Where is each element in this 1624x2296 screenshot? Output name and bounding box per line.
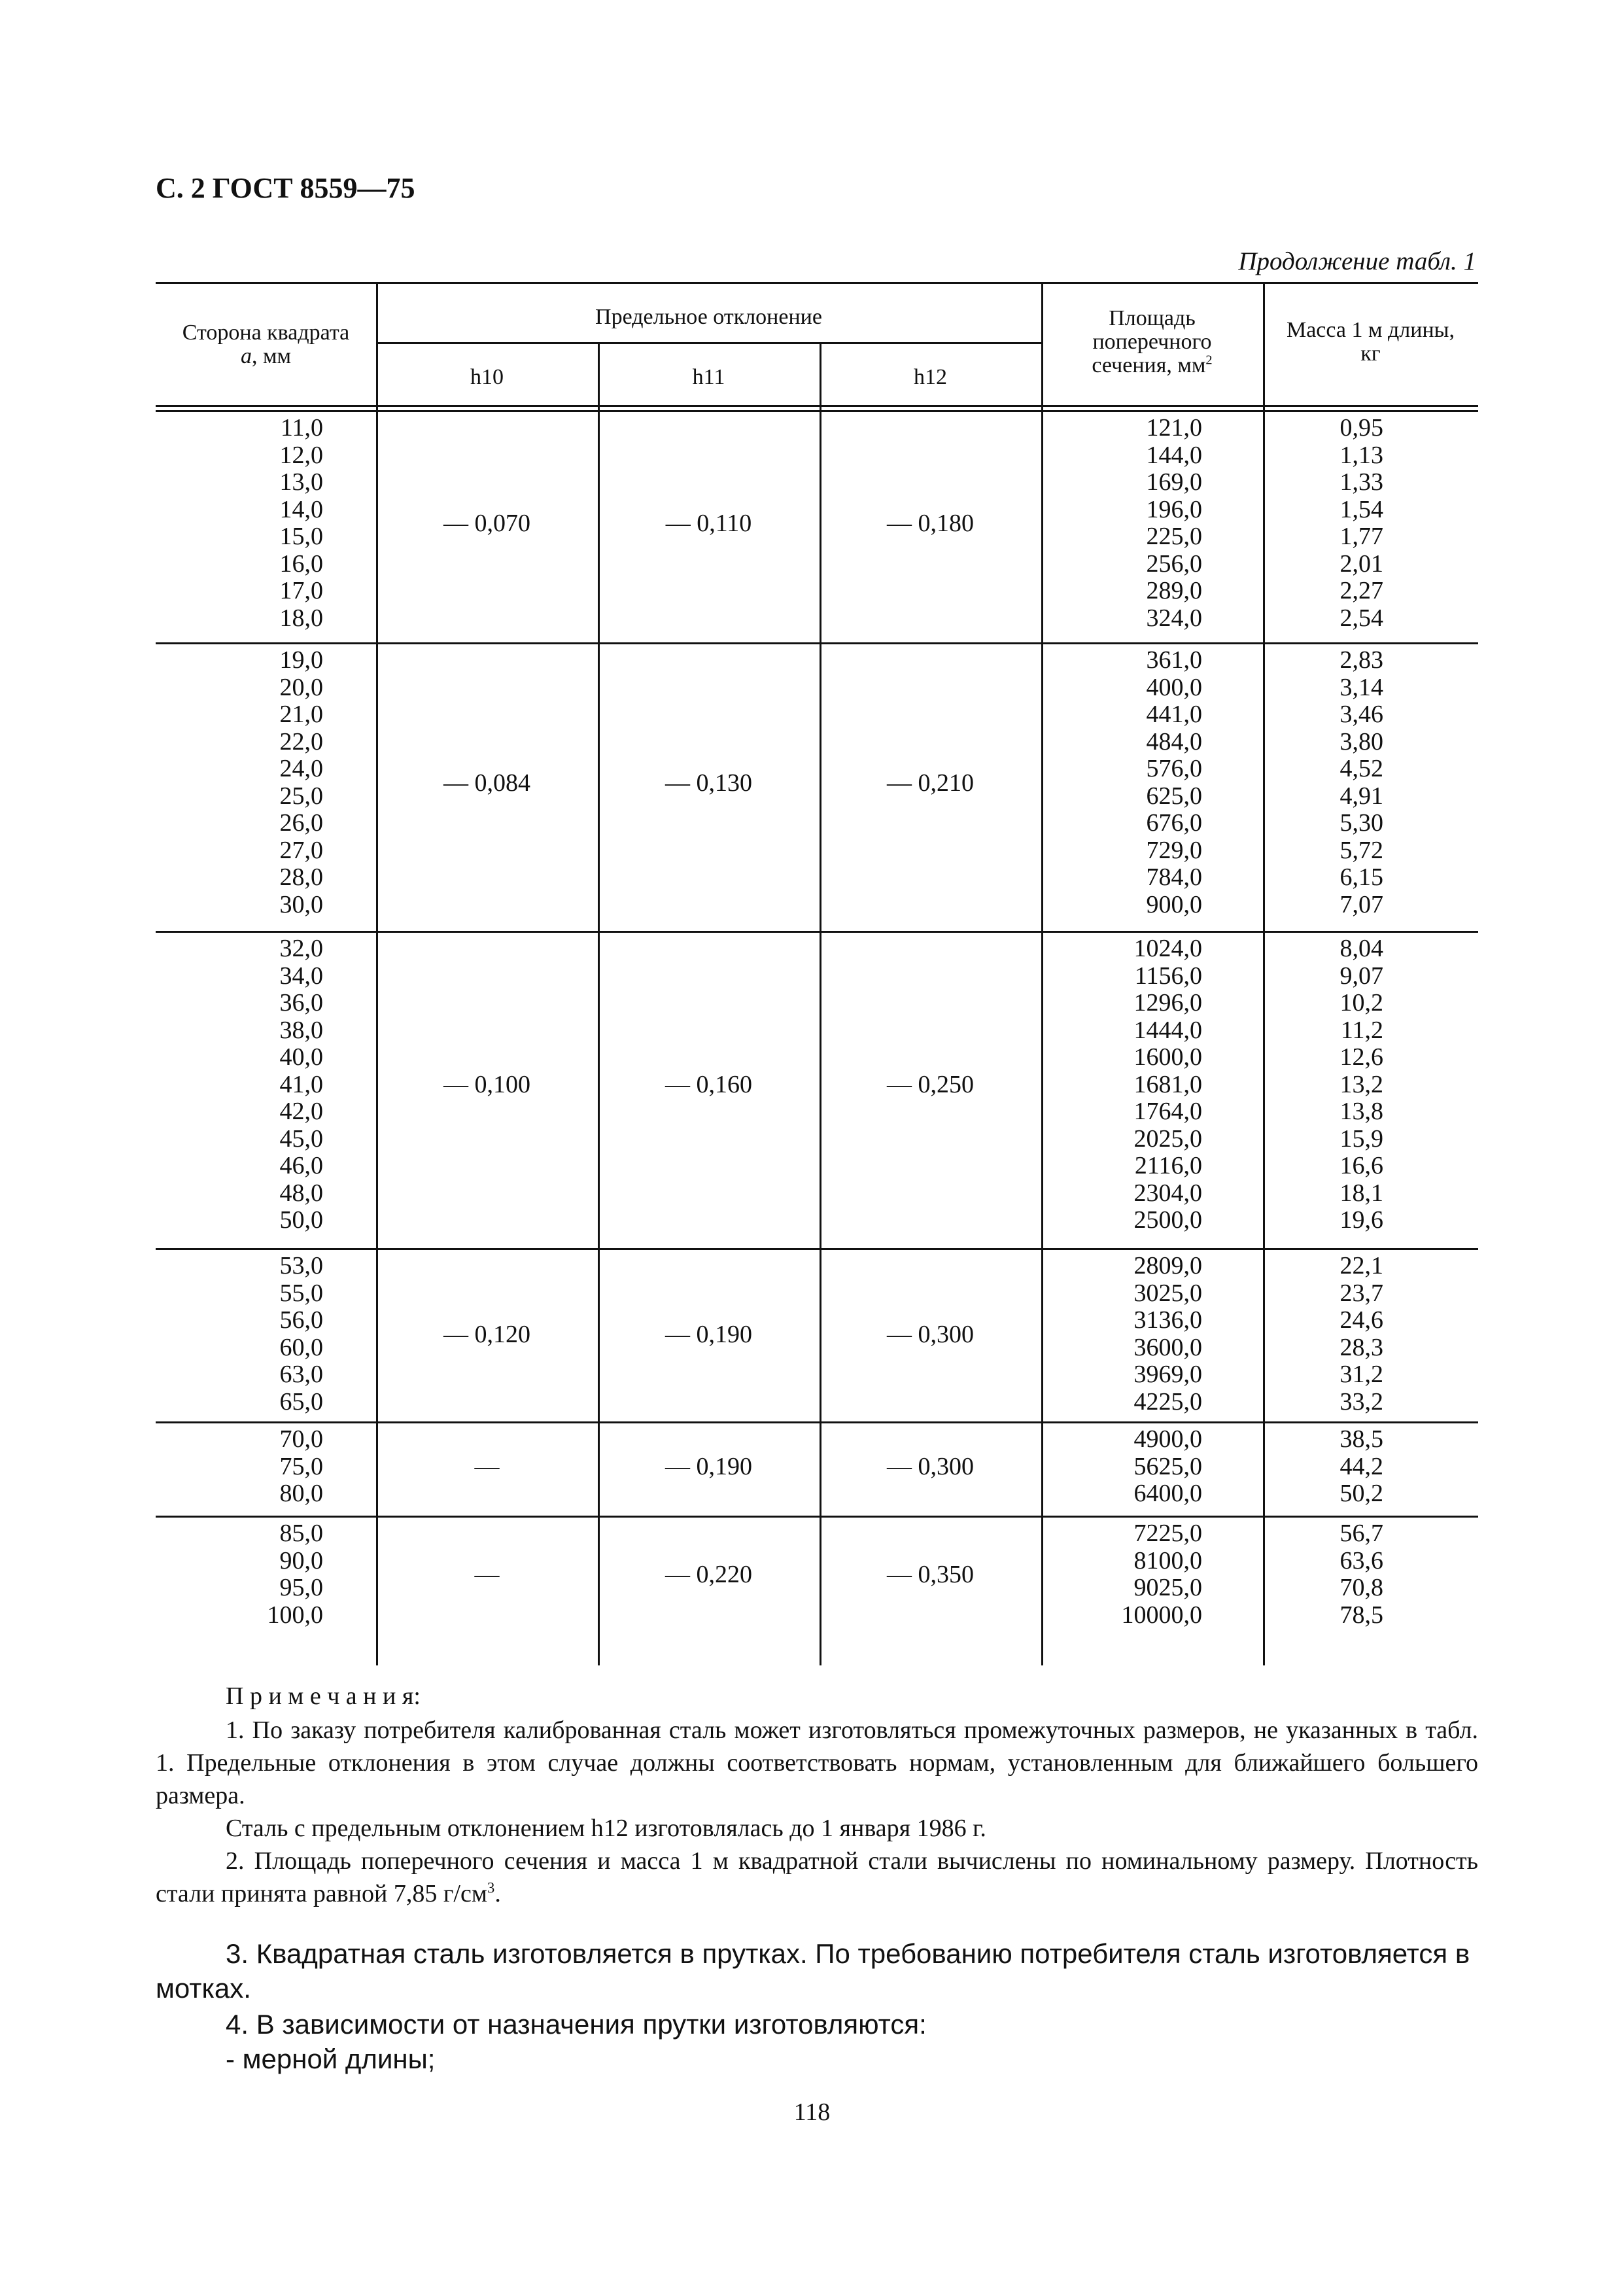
cell-mass: 15,9: [1339, 1124, 1383, 1153]
cell-side: 22,0: [279, 727, 323, 756]
cell-mass: 38,5: [1339, 1425, 1383, 1453]
note-2: [156, 1845, 1478, 1910]
paragraph-4: 4. В зависимости от назначения прутки изготовляются:: [226, 2009, 927, 2040]
cell-area: 5625,0: [1133, 1452, 1202, 1480]
cell-mass: 50,2: [1339, 1480, 1383, 1507]
cell-area: 144,0: [1146, 441, 1202, 469]
cell-mass: 3,14: [1339, 673, 1383, 701]
cell-mass: 10,2: [1339, 989, 1383, 1017]
cell-mass: 24,6: [1339, 1306, 1383, 1334]
cell-area: 256,0: [1146, 549, 1202, 578]
cell-area: 289,0: [1146, 577, 1202, 604]
cell-mass: 11,2: [1340, 1016, 1383, 1044]
cell-area: 3600,0: [1133, 1333, 1202, 1361]
cell-h12: — 0,350: [887, 1561, 974, 1588]
cell-h12: — 0,300: [887, 1320, 974, 1348]
cell-side: 32,0: [279, 935, 323, 962]
cell-area: 2025,0: [1133, 1124, 1202, 1153]
cell-area: 2116,0: [1134, 1152, 1202, 1179]
cell-side: 12,0: [279, 441, 323, 469]
cell-area: 8100,0: [1133, 1546, 1202, 1574]
cell-area: 2500,0: [1133, 1206, 1202, 1234]
cell-h11: — 0,220: [665, 1561, 752, 1588]
group-separator-rule: [156, 642, 1478, 644]
cell-mass: 28,3: [1339, 1333, 1383, 1361]
cell-side: 30,0: [279, 890, 323, 918]
cell-side: 75,0: [279, 1452, 323, 1480]
cell-side: 24,0: [279, 755, 323, 782]
table-top-rule: [156, 282, 1478, 284]
cell-side: 11,0: [280, 414, 323, 442]
cell-mass: 6,15: [1339, 863, 1383, 891]
cell-side: 70,0: [279, 1425, 323, 1453]
cell-mass: 13,8: [1339, 1098, 1383, 1125]
cell-area: 196,0: [1146, 495, 1202, 523]
page-number: 118: [793, 2098, 831, 2126]
cell-side: 26,0: [279, 809, 323, 837]
cell-h10: — 0,100: [443, 1071, 530, 1099]
cell-h10: — 0,070: [443, 510, 530, 537]
cell-area: 729,0: [1146, 836, 1202, 864]
cell-area: 169,0: [1146, 468, 1202, 496]
cell-mass: 9,07: [1339, 962, 1383, 990]
group-separator-rule: [156, 931, 1478, 933]
cell-area: 676,0: [1146, 809, 1202, 837]
cell-side: 100,0: [267, 1601, 323, 1629]
header-h12: h12: [914, 365, 947, 389]
cell-mass: 2,54: [1339, 604, 1383, 632]
header-mass-line2: кг: [1360, 341, 1381, 366]
cell-area: 900,0: [1146, 890, 1202, 918]
cell-mass: 13,2: [1339, 1070, 1383, 1098]
cell-mass: 56,7: [1339, 1520, 1383, 1547]
header-area: [1041, 307, 1263, 377]
cell-h10: —: [474, 1561, 500, 1588]
cell-area: 576,0: [1146, 755, 1202, 782]
cell-side: 50,0: [279, 1206, 323, 1234]
header-side-label: Сторона квадрата: [182, 321, 350, 345]
header-bottom-rule-2: [156, 410, 1478, 412]
cell-mass: 3,46: [1339, 701, 1383, 728]
cell-area: 441,0: [1146, 701, 1202, 728]
note-1: 1. По заказу потребителя калиброванная сталь может изготовляться промежуточных размеров, не указанных в табл. 1. Предельные отклонения в этом случае должны соответствовать нормам, установленным для ближайшего большего размера.: [156, 1716, 1478, 1809]
cell-side: 55,0: [279, 1279, 323, 1307]
cell-side: 27,0: [279, 836, 323, 864]
header-h11: h11: [692, 365, 725, 389]
cell-area: 7225,0: [1133, 1520, 1202, 1547]
cell-area: 625,0: [1146, 782, 1202, 810]
cell-area: 1444,0: [1133, 1016, 1202, 1044]
steel-table: [156, 282, 1478, 1665]
cell-h12: — 0,210: [887, 769, 974, 797]
cell-mass: 22,1: [1339, 1252, 1383, 1279]
cell-h11: — 0,160: [665, 1071, 752, 1099]
cell-h11: — 0,110: [665, 510, 752, 537]
cell-mass: 5,72: [1339, 836, 1383, 864]
cell-h10: —: [474, 1453, 500, 1481]
cell-mass: 1,13: [1339, 441, 1383, 469]
cell-mass: 31,2: [1339, 1361, 1383, 1388]
cell-mass: 4,52: [1339, 755, 1383, 782]
header-mass-line1: Масса 1 м длины,: [1286, 318, 1455, 342]
cell-mass: 70,8: [1339, 1574, 1383, 1601]
cell-side: 45,0: [279, 1124, 323, 1153]
cell-area: 6400,0: [1133, 1480, 1202, 1507]
table-continuation-label: Продолжение табл. 1: [1238, 247, 1476, 275]
cell-mass: 16,6: [1339, 1152, 1383, 1179]
page-header: С. 2 ГОСТ 8559—75: [156, 172, 415, 204]
cell-h10: — 0,120: [443, 1320, 530, 1348]
group-separator-rule: [156, 1421, 1478, 1423]
note-2-sup: 3: [487, 1879, 495, 1896]
cell-side: 40,0: [279, 1043, 323, 1071]
cell-area: 1681,0: [1133, 1070, 1202, 1098]
cell-area: 3969,0: [1133, 1361, 1202, 1388]
header-side-var: а: [240, 344, 252, 368]
cell-side: 46,0: [279, 1152, 323, 1179]
cell-side: 53,0: [279, 1252, 323, 1279]
cell-mass: 1,77: [1339, 523, 1383, 550]
cell-h12: — 0,250: [887, 1071, 974, 1099]
cell-side: 95,0: [279, 1574, 323, 1601]
cell-side: 56,0: [279, 1306, 323, 1334]
cell-side: 15,0: [279, 523, 323, 550]
cell-area: 3025,0: [1133, 1279, 1202, 1307]
cell-mass: 18,1: [1339, 1179, 1383, 1207]
note-2-text: 2. Площадь поперечного сечения и масса 1 м квадратной стали вычислены по номинальному размеру. Плотность стали принята равной 7,85 г/см: [156, 1847, 1478, 1907]
cell-h12: — 0,300: [887, 1453, 974, 1481]
cell-side: 36,0: [279, 989, 323, 1017]
header-area-line2: поперечного: [1092, 330, 1212, 354]
cell-area: 2304,0: [1133, 1179, 1202, 1207]
cell-side: 17,0: [279, 577, 323, 604]
cell-mass: 4,91: [1339, 782, 1383, 810]
cell-mass: 1,54: [1339, 495, 1383, 523]
cell-area: 1156,0: [1134, 962, 1202, 990]
cell-side: 28,0: [279, 863, 323, 891]
header-mass: [1263, 319, 1478, 366]
cell-mass: 7,07: [1339, 890, 1383, 918]
deviation-header-rule: [377, 342, 1041, 344]
cell-side: 42,0: [279, 1098, 323, 1125]
cell-area: 3136,0: [1133, 1306, 1202, 1334]
cell-side: 80,0: [279, 1480, 323, 1507]
header-bottom-rule: [156, 405, 1478, 407]
cell-side: 38,0: [279, 1016, 323, 1044]
notes-title: П р и м е ч а н и я:: [226, 1682, 421, 1710]
cell-area: 225,0: [1146, 523, 1202, 550]
cell-mass: 8,04: [1339, 935, 1383, 962]
cell-area: 324,0: [1146, 604, 1202, 632]
cell-side: 25,0: [279, 782, 323, 810]
cell-side: 48,0: [279, 1179, 323, 1207]
header-area-line1: Площадь: [1109, 306, 1196, 330]
cell-area: 1600,0: [1133, 1043, 1202, 1071]
group-separator-rule: [156, 1516, 1478, 1518]
header-h10: h10: [470, 365, 504, 389]
cell-h10: — 0,084: [443, 769, 530, 797]
cell-mass: 2,01: [1339, 549, 1383, 578]
cell-area: 9025,0: [1133, 1574, 1202, 1601]
cell-mass: 5,30: [1339, 809, 1383, 837]
cell-mass: 1,33: [1339, 468, 1383, 496]
header-side: [156, 321, 376, 368]
note-2-end: .: [494, 1880, 501, 1907]
cell-h11: — 0,190: [665, 1453, 752, 1481]
paragraph-4-item: - мерной длины;: [226, 2044, 436, 2074]
cell-side: 14,0: [279, 495, 323, 523]
header-side-unit: , мм: [251, 344, 292, 368]
cell-side: 16,0: [279, 549, 323, 578]
cell-side: 19,0: [279, 646, 323, 674]
cell-area: 400,0: [1146, 673, 1202, 701]
cell-mass: 12,6: [1339, 1043, 1383, 1071]
cell-area: 4225,0: [1133, 1387, 1202, 1416]
group-separator-rule: [156, 1248, 1478, 1250]
cell-side: 18,0: [279, 604, 323, 632]
cell-side: 20,0: [279, 673, 323, 701]
cell-side: 63,0: [279, 1361, 323, 1388]
cell-mass: 19,6: [1339, 1206, 1383, 1234]
cell-area: 784,0: [1146, 863, 1202, 891]
cell-h12: — 0,180: [887, 510, 974, 537]
cell-mass: 33,2: [1339, 1387, 1383, 1416]
cell-mass: 63,6: [1339, 1546, 1383, 1574]
note-1b: Сталь с предельным отклонением h12 изготовлялась до 1 января 1986 г.: [226, 1815, 986, 1842]
cell-h11: — 0,130: [665, 769, 752, 797]
cell-side: 13,0: [279, 468, 323, 496]
cell-mass: 2,83: [1339, 646, 1383, 674]
cell-side: 65,0: [279, 1387, 323, 1416]
cell-area: 1296,0: [1133, 989, 1202, 1017]
header-area-line3: сечения, мм: [1092, 353, 1206, 377]
cell-side: 41,0: [279, 1070, 323, 1098]
cell-area: 2809,0: [1133, 1252, 1202, 1279]
cell-mass: 2,27: [1339, 577, 1383, 604]
cell-mass: 78,5: [1339, 1601, 1383, 1629]
cell-mass: 3,80: [1339, 727, 1383, 756]
cell-area: 121,0: [1146, 414, 1202, 442]
cell-side: 85,0: [279, 1520, 323, 1547]
cell-mass: 23,7: [1339, 1279, 1383, 1307]
cell-area: 1024,0: [1133, 935, 1202, 962]
cell-side: 90,0: [279, 1546, 323, 1574]
cell-side: 60,0: [279, 1333, 323, 1361]
cell-side: 21,0: [279, 701, 323, 728]
cell-area: 361,0: [1146, 646, 1202, 674]
cell-mass: 44,2: [1339, 1452, 1383, 1480]
cell-h11: — 0,190: [665, 1320, 752, 1348]
cell-area: 1764,0: [1133, 1098, 1202, 1125]
cell-area: 4900,0: [1133, 1425, 1202, 1453]
cell-area: 484,0: [1146, 727, 1202, 756]
cell-side: 34,0: [279, 962, 323, 990]
paragraph-3: 3. Квадратная сталь изготовляется в прутках. По требованию потребителя сталь изготовляется в мотках.: [156, 1938, 1470, 2004]
cell-mass: 0,95: [1339, 414, 1383, 442]
header-deviation: Предельное отклонение: [595, 305, 822, 329]
cell-area: 10000,0: [1121, 1601, 1202, 1629]
header-area-sup: 2: [1205, 353, 1213, 368]
